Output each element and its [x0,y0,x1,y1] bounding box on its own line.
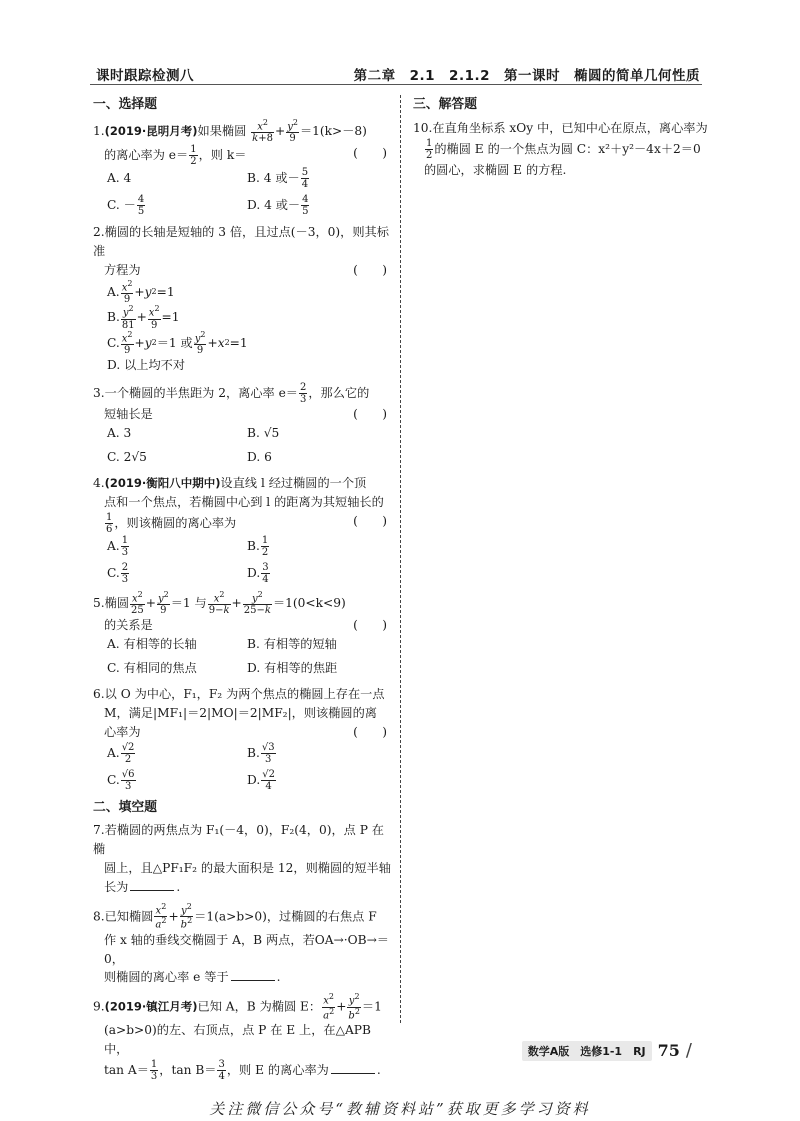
question-2: 2.椭圆的长轴是短轴的 3 倍，且过点(－3，0)，则其标准 方程为 ( ) A. $\frac{x^2}{9}$ + y 2 =1 B. $\frac{y^2}{81}$ + $\frac{x^2}{9}$ =1 C. $\frac{x^2}{9}$ + y 2 ＝1 或 $\frac{y^2}{9}$ + x 2 =1 D. 以上均不对 [93,223,393,376]
option-c: C. $\frac{√6}{3}$ [107,768,135,792]
question-5: 5.椭圆 $\frac{x^2}{25}$ + $\frac{y^2}{9}$ ＝1 与 $\frac{x^2}{9-k}$ + $\frac{y^2}{25-k}$ ＝1(0<k<9) 的关系是 ( ) A. 有相等的长轴 B. 有相等的短轴 C. 有相同的焦点 D. 有相等的焦距 [93,591,393,679]
answer-bracket: ( ) [353,513,387,528]
option-d: D. 6 [247,450,272,465]
option-b: B. √5 [247,426,280,441]
option-b: B. 有相等的短轴 [247,637,337,652]
option-d: D. 以上均不对 [107,358,186,373]
option-c: C. － $\frac{4}{5}$ [107,194,145,218]
option-c: C. 2√5 [107,450,147,465]
footer-tag [522,1040,692,1061]
option-d: D. 有相等的焦距 [247,661,338,676]
question-3: 3.一个椭圆的半焦距为 2，离心率 e＝ $\frac{2}{3}$ ，那么它的 短轴长是 ( ) A. 3 B. √5 C. 2√5 D. 6 [93,382,393,468]
fraction: $\frac{1}{2}$ [190,144,197,168]
option-a: A. 4 [107,171,132,186]
option-b: B. $\frac{√3}{3}$ [247,741,275,765]
option-d: D. $\frac{√2}{4}$ [247,768,275,792]
option-d: D. 4 或－ $\frac{4}{5}$ [247,194,309,218]
option-a: A. $\frac{√2}{2}$ [107,741,135,765]
right-column [413,93,713,186]
fraction: $\frac{y^2}{9}$ [287,117,298,145]
question-6: 6.以 O 为中心，F₁，F₂ 为两个焦点的椭圆上存在一点 M，满足|MF₁|＝2|MO|＝2|MF₂|，则该椭圆的离 心率为 ( ) A. $\frac{√2}{2}$ B. $\frac{√3}{3}$ C. $\frac{√6}{3}$ D. $\frac{√2}{4}$ [93,685,393,792]
source-tag: (2019·镇江月考) [104,999,198,1014]
answer-blank[interactable] [130,890,174,891]
answer-bracket: ( ) [353,262,387,277]
answer-bracket: ( ) [353,617,387,632]
option-a: A. $\frac{x^2}{9}$ + y 2 =1 [107,278,175,306]
source-tag: (2019·衡阳八中期中) [104,475,221,490]
answer-bracket: ( ) [353,724,387,739]
option-c: C. $\frac{x^2}{9}$ + y 2 ＝1 或 $\frac{y^2}{9}$ + x 2 =1 [107,329,248,356]
question-8: 8.已知椭圆 $\frac{x^2}{a^2}$ + $\frac{y^2}{b^2}$ ＝1(a>b>0)，过椭圆的右焦点 F 作 x 轴的垂线交椭圆于 A，B 两点，若OA→·OB→＝0， 则椭圆的离心率 e 等于 . [93,901,389,985]
option-d: D. $\frac{3}{4}$ [247,561,269,585]
section-fill-title: 二、填空题 [93,799,157,815]
left-column [93,93,393,1088]
column-divider [400,95,401,1023]
bottom-note: 关注微信公众号“教辅资料站”获取更多学习资料 [209,1100,591,1118]
option-b: B. 4 或－ $\frac{5}{4}$ [247,167,309,191]
answer-blank[interactable] [231,980,275,981]
option-a: A. 有相等的长轴 [107,637,197,652]
answer-blank[interactable] [331,1073,375,1074]
header-right: 第二章 2.1 2.1.2 第一课时 椭圆的简单几何性质 [353,68,700,84]
question-7: 7.若椭圆的两焦点为 F₁(－4，0)，F₂(4，0)，点 P 在椭 圆上，且△PF₁F₂ 的最大面积是 12，则椭圆的短半轴 长为 . [93,823,391,895]
section-answer-title: 三、解答题 [413,97,477,112]
option-a: A. 3 [107,426,132,441]
section-choice-title: 一、选择题 [93,97,157,112]
header-rule [90,84,702,85]
question-10: 10.在直角坐标系 xOy 中，已知中心在原点，离心率为 $\frac{1}{2}$ 的椭圆 E 的一个焦点为圆 C：x²＋y²－4x＋2＝0 的圆心，求椭圆 E 的方程. [413,120,708,177]
header-left: 课时跟踪检测八 [96,68,194,84]
option-b: B. $\frac{y^2}{81}$ + $\frac{x^2}{9}$ =1 [107,304,180,331]
page-number: 75 [657,1041,680,1060]
question-9: 9.(2019·镇江月考)已知 A，B 为椭圆 E： $\frac{x^2}{a^2}$ + $\frac{y^2}{b^2}$ ＝1 (a>b>0)的左、右顶点，点 P 在 E 上，在△APB 中， tan A＝ $\frac{1}{3}$ ，tan B＝ $\frac{3}{4}$ ，则 E 的离心率为 . [93,992,382,1082]
fraction: $\frac{x^2}{k+8}$ [252,117,273,145]
option-c: C. $\frac{2}{3}$ [107,561,129,585]
option-c: C. 有相同的焦点 [107,661,197,676]
slash-mark: / [685,1040,692,1061]
source-tag: (2019·昆明月考) [104,124,198,138]
option-b: B. $\frac{1}{2}$ [247,534,269,558]
answer-bracket: ( ) [353,146,387,161]
question-1: 1.(2019·昆明月考)如果椭圆 $\frac{x^2}{k+8}$ + $\frac{y^2}{9}$ ＝1(k>－8) 的离心率为 e＝ $\frac{1}{2}$ ，则 k＝ ( ) A. 4 B. 4 或－ $\frac{5}{4}$ C. － $\frac{4}{5}$ D. 4 或－ $\frac{4}{5}$ [93,119,393,217]
option-a: A. $\frac{1}{3}$ [107,534,129,558]
question-4: 4.(2019·衡阳八中期中)设直线 l 经过椭圆的一个顶 点和一个焦点，若椭圆中心到 l 的距离为其短轴长的 $\frac{1}{6}$ ，则该椭圆的离心率为 ( ) A. $\frac{1}{3}$ B. $\frac{1}{2}$ C. $\frac{2}{3}$ D. $\frac{3}{4}$ [93,474,393,585]
book-badge: 数学A版 选修1-1 RJ [522,1041,652,1061]
answer-bracket: ( ) [353,406,387,421]
